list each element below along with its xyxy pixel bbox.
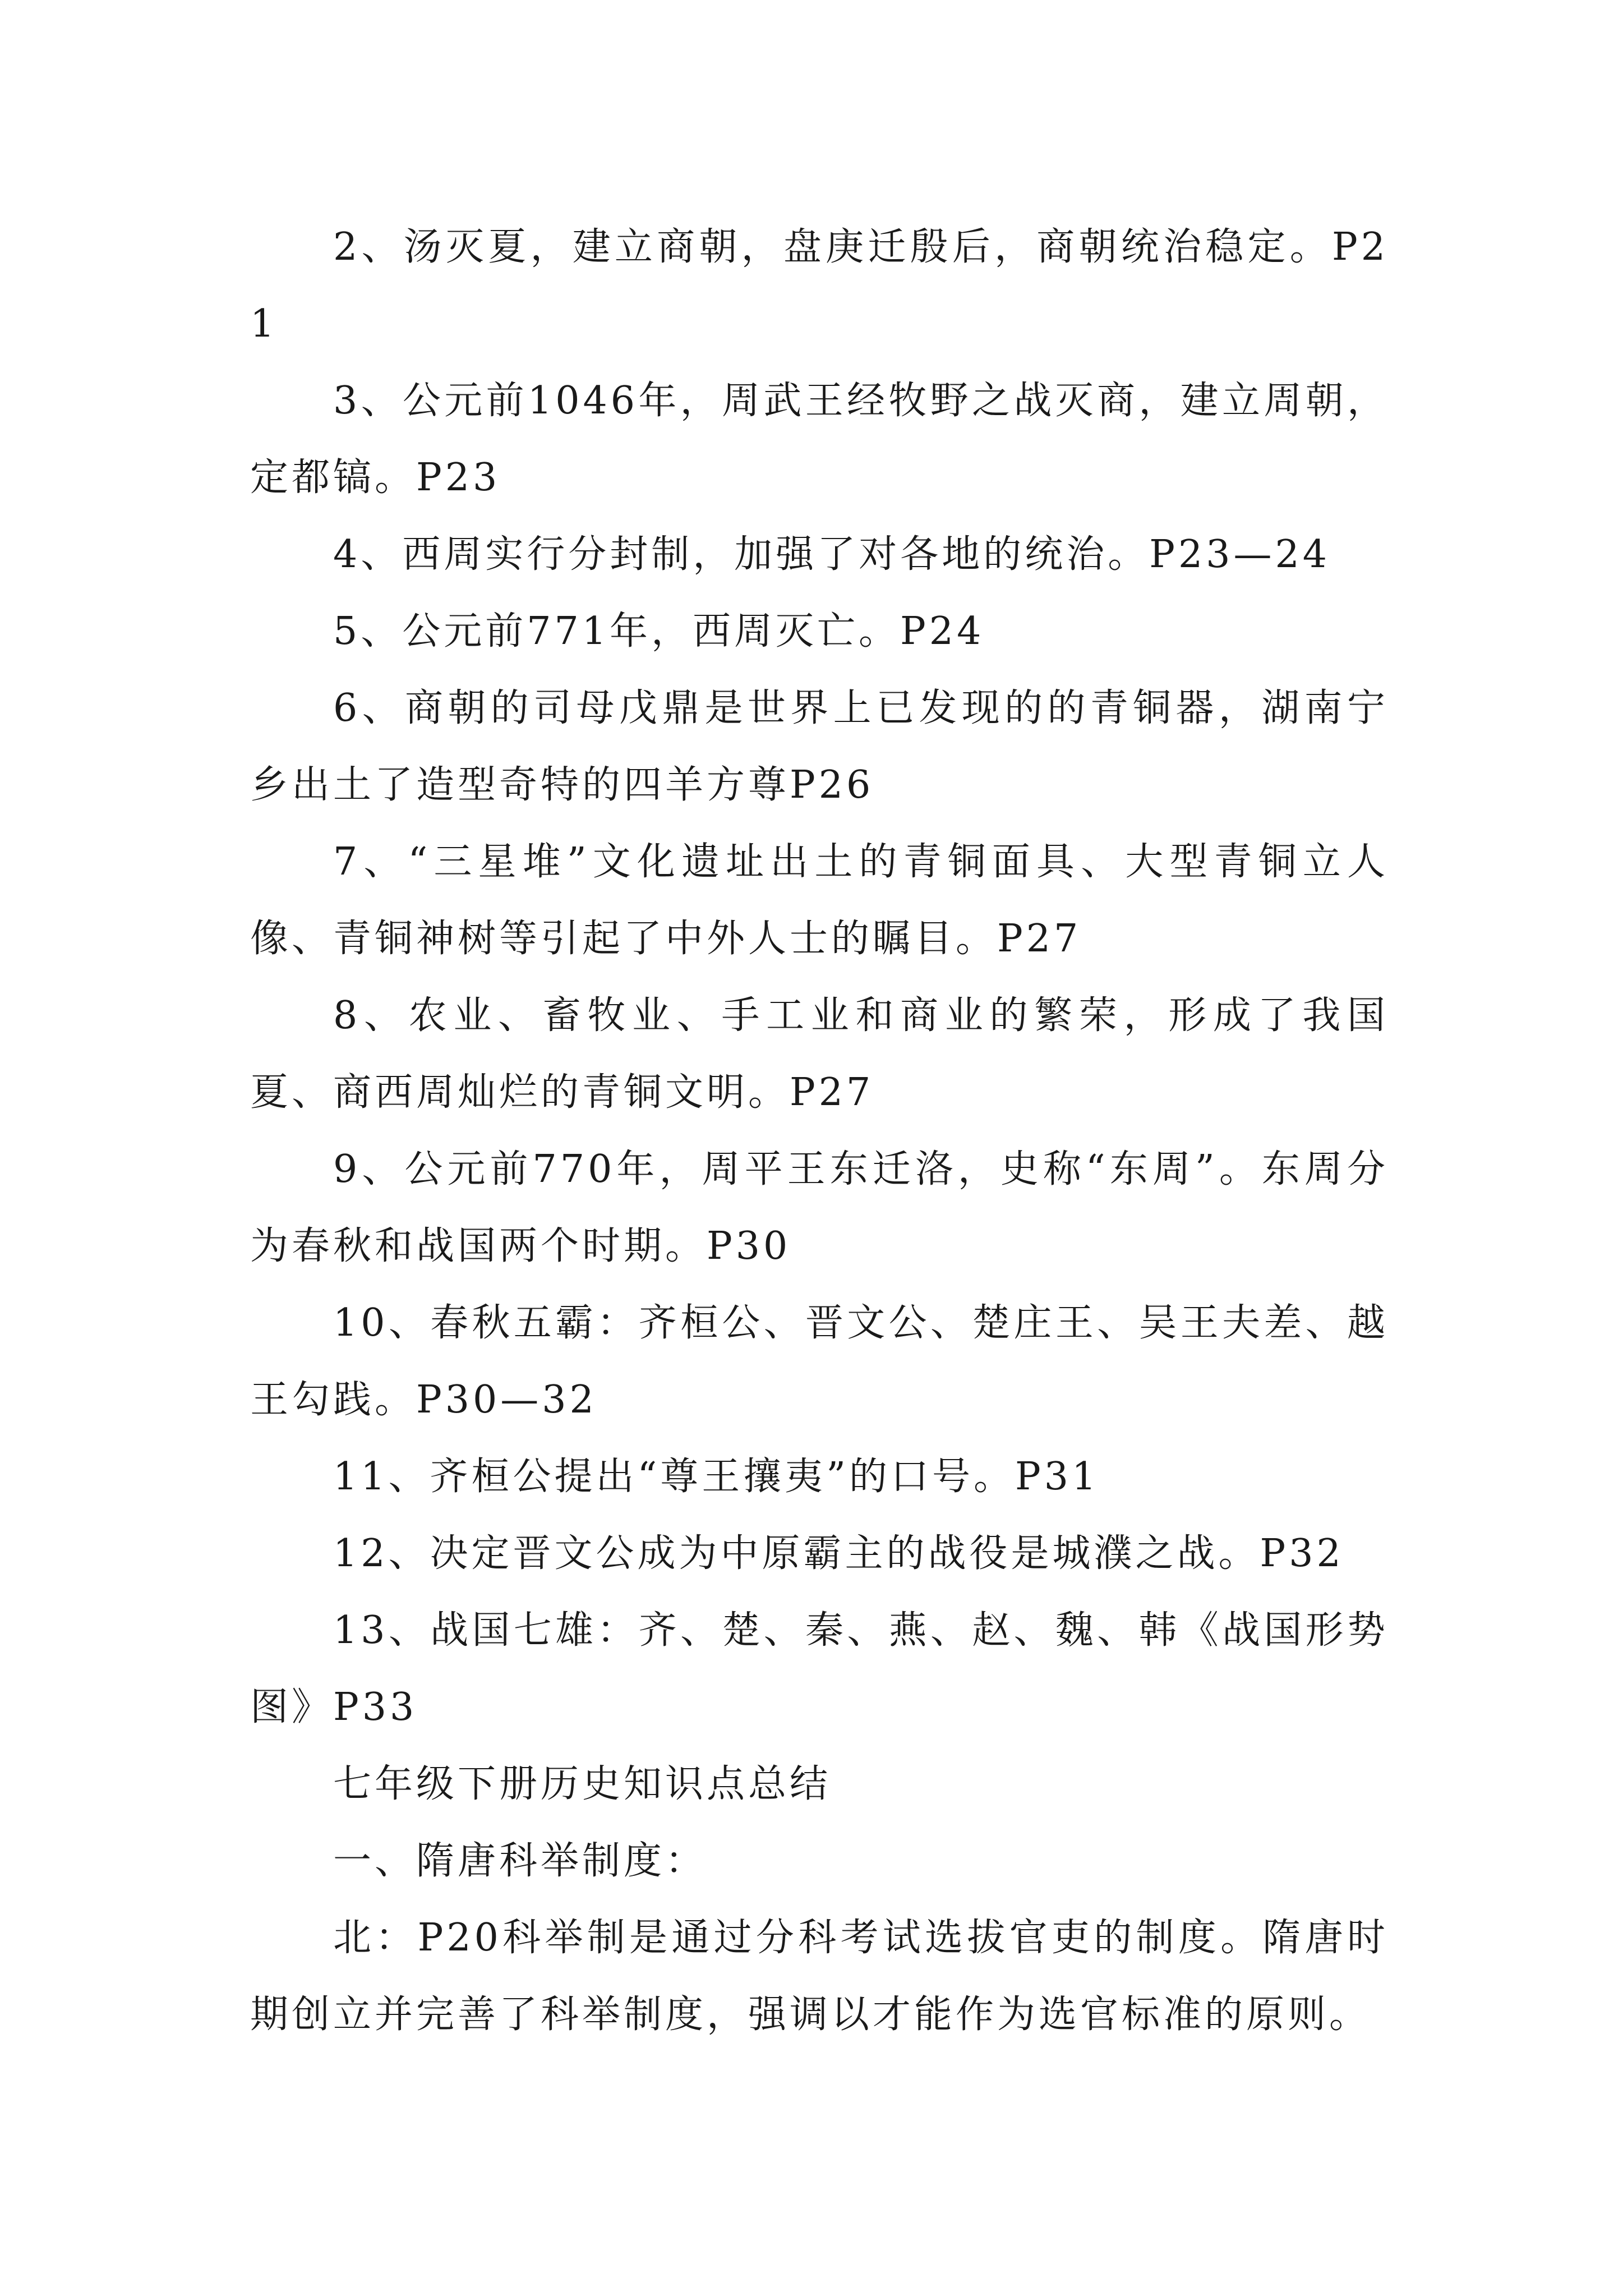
paragraph-keju: 北：P20科举制是通过分科考试选拔官吏的制度。隋唐时期创立并完善了科举制度，强调以才能作为选官标准的原则。 [250, 1916, 1389, 2037]
paragraph-2: 2、汤灭夏，建立商朝，盘庚迁殷后，商朝统治稳定。P21 [250, 225, 1389, 346]
paragraph-9: 9、公元前770年，周平王东迁洛，史称“东周”。东周分为春秋和战国两个时期。P30 [250, 1147, 1389, 1268]
paragraph-8: 8、农业、畜牧业、手工业和商业的繁荣，形成了我国夏、商西周灿烂的青铜文明。P27 [250, 993, 1389, 1115]
paragraph-10: 10、春秋五霸：齐桓公、晋文公、楚庄王、吴王夫差、越王勾践。P30—32 [250, 1301, 1389, 1422]
paragraph-12: 12、决定晋文公成为中原霸主的战役是城濮之战。P32 [333, 1531, 1344, 1576]
section-heading: 一、隋唐科举制度： [333, 1839, 707, 1883]
body-text [250, 209, 1389, 2053]
paragraph-11: 11、齐桓公提出“尊王攘夷”的口号。P31 [333, 1455, 1100, 1499]
paragraph-6: 6、商朝的司母戊鼎是世界上已发现的的青铜器，湖南宁乡出土了造型奇特的四羊方尊P26 [250, 686, 1389, 807]
paragraph-3: 3、公元前1046年，周武王经牧野之战灭商，建立周朝，定都镐。P23 [250, 379, 1389, 500]
section-title: 七年级下册历史知识点总结 [333, 1762, 832, 1806]
paragraph-7: 7、“三星堆”文化遗址出土的青铜面具、大型青铜立人像、青铜神树等引起了中外人士的瞩目。P27 [250, 840, 1389, 961]
paragraph-4: 4、西周实行分封制，加强了对各地的统治。P23—24 [333, 532, 1331, 577]
paragraph-5: 5、公元前771年，西周灭亡。P24 [333, 609, 985, 654]
paragraph-13: 13、战国七雄：齐、楚、秦、燕、赵、魏、韩《战国形势图》P33 [250, 1608, 1389, 1729]
